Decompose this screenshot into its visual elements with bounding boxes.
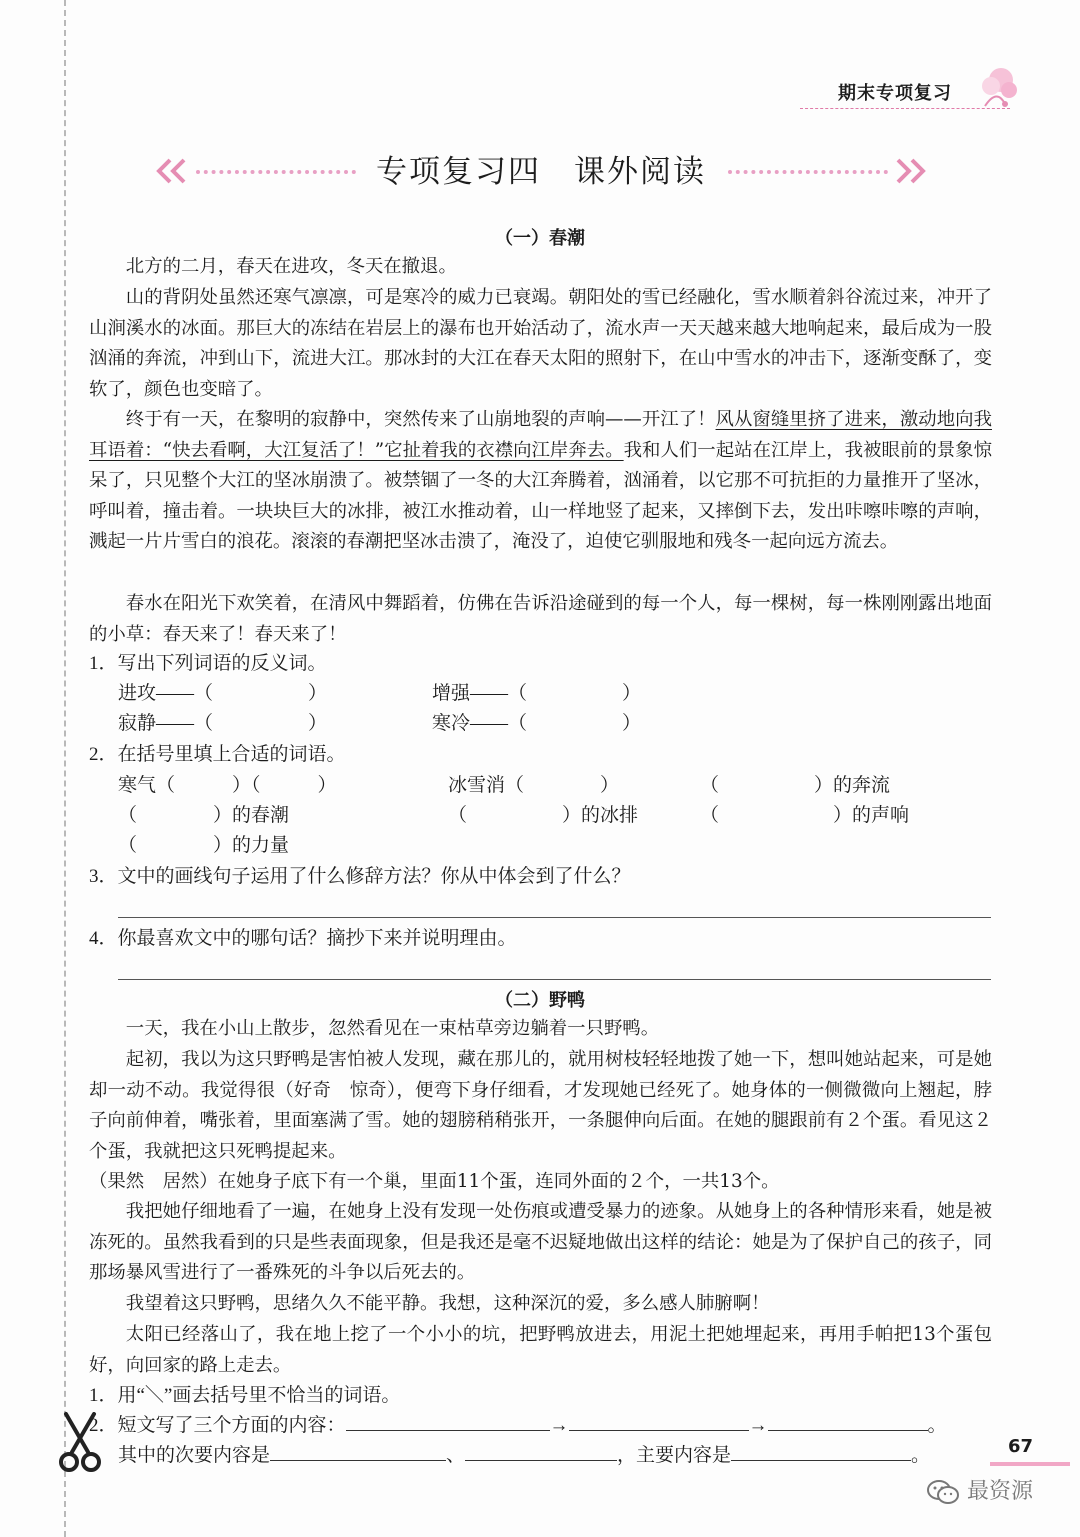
arrow: → <box>748 1415 768 1436</box>
section1-paragraph-2: 山的背阴处虽然还寒气凛凛，可是寒冷的威力已衰竭。朝阳处的雪已经融化，雪水顺着斜谷流过来，冲开了山涧溪水的冰面。那巨大的冻结在岩层上的瀑布也开始活动了，流水声一天天越来越大地响起来，最后成为一股汹涌的奔流，冲到山下，流进大江。那冰封的大江在春天太阳的照射下，在山中雪水的冲击下，逐渐变酥了，变软了，颜色也变暗了。 <box>89 287 992 400</box>
section2-paragraph-2-cont: （果然 居然）在她身子底下有一个巢，里面11个蛋，连同外面的２个，一共13个。 <box>89 1171 780 1192</box>
section2-paragraph-2: 起初，我以为这只野鸭是害怕被人发现，藏在那儿的，就用树枝轻轻地拨了她一下，想叫她站起来，可是她却一动不动。我觉得很（好奇 惊奇），便弯下身仔细看，才发现她已经死了。她身体的一侧微微向上翘起，脖子向前伸着，嘴张着，里面塞满了雪。她的翅膀稍稍张开，一条腿伸向后面。在她的腿跟前有２个蛋。看见这２个蛋，我就把这只死鸭提起来。 <box>89 1049 992 1162</box>
s1-question-4: 4．你最喜欢文中的哪句话？摘抄下来并说明理由。 <box>89 928 517 949</box>
answer-line[interactable] <box>118 979 991 980</box>
fill-item: （ ）的力量 <box>118 835 290 856</box>
period: 。 <box>927 1415 947 1436</box>
antonym-item: 寂静——（ ） <box>118 713 328 734</box>
flower-decoration-icon <box>975 66 1021 110</box>
q2-line2-b: ，主要内容是 <box>617 1445 732 1466</box>
double-chevron-left-icon <box>156 158 190 184</box>
s2-question-1: 1．用“＼”画去括号里不恰当的词语。 <box>89 1385 401 1406</box>
underlined-sentence: 风从窗缝里挤了进来，激动地向我耳语着：“快去看啊，大江复活了！”它扯着我的衣襟向江岸奔去。 <box>89 409 992 461</box>
title-dots-right <box>728 170 888 174</box>
double-chevron-right-icon <box>892 158 926 184</box>
watermark <box>926 1474 1033 1505</box>
section1-paragraph-3 <box>89 405 992 558</box>
wechat-icon <box>926 1479 960 1505</box>
page-title: 专项复习四 课外阅读 <box>376 154 706 190</box>
section2-paragraph-1: 一天，我在小山上散步，忽然看见在一束枯草旁边躺着一只野鸭。 <box>125 1018 660 1039</box>
section1-paragraph-4: 春水在阳光下欢笑着，在清风中舞蹈着，仿佛在告诉沿途碰到的每一个人，每一棵树，每一株刚刚露出地面的小草：春天来了！春天来了！ <box>89 593 992 645</box>
section2-paragraph-3: 我把她仔细地看了一遍，在她身上没有发现一处伤痕或遭受暴力的迹象。从她身上的各种情形来看，她是被冻死的。虽然我看到的只是些表面现象，但是我还是毫不迟疑地做出这样的结论：她是为了保护自己的孩子，同那场暴风雪进行了一番殊死的斗争以后死去的。 <box>89 1201 992 1284</box>
s1-question-3: 3．文中的画线句子运用了什么修辞方法？你从中体会到了什么？ <box>89 866 631 887</box>
section1-paragraph-1: 北方的二月，春天在进攻，冬天在撤退。 <box>125 256 457 277</box>
blank-line[interactable] <box>768 1412 928 1431</box>
antonym-item: 寒冷——（ ） <box>432 713 642 734</box>
p3-before: 终于有一天，在黎明的寂静中，突然传来了山崩地裂的声响——开江了！ <box>125 409 716 430</box>
page-number: 67 <box>1008 1436 1034 1457</box>
title-row <box>156 146 926 196</box>
page-number-bar <box>990 1462 1070 1466</box>
answer-line[interactable] <box>118 917 991 918</box>
fill-item: 冰雪消（ ） <box>448 775 620 796</box>
section2-title: （二）野鸭 <box>495 990 585 1011</box>
antonym-item: 增强——（ ） <box>432 683 642 704</box>
section2-paragraph-4: 我望着这只野鸭，思绪久久不能平静。我想，这种深沉的爱，多么感人肺腑啊！ <box>125 1293 770 1314</box>
fill-item: 寒气（ ）（ ） <box>118 775 337 796</box>
fill-item: （ ）的奔流 <box>700 775 891 796</box>
blank-line[interactable] <box>465 1442 617 1461</box>
q2-line2-a: 其中的次要内容是 <box>118 1445 271 1466</box>
s2-question-2 <box>89 1411 947 1441</box>
period: 。 <box>911 1445 931 1466</box>
s1-question-2: 2．在括号里填上合适的词语。 <box>89 744 346 765</box>
fill-item: （ ）的声响 <box>700 805 910 826</box>
blank-line[interactable] <box>569 1412 749 1431</box>
comma: 、 <box>446 1445 466 1466</box>
section2-paragraph-5: 太阳已经落山了，我在地上挖了一个小小的坑，把野鸭放进去，用泥土把她埋起来，再用手帕把13个蛋包好，向回家的路上走去。 <box>89 1324 992 1376</box>
header-label: 期末专项复习 <box>838 83 952 104</box>
watermark-text: 最资源 <box>967 1479 1034 1504</box>
fill-item: （ ）的冰排 <box>448 805 639 826</box>
p3-after: 我和人们一起站在江岸上，我被眼前的景象惊呆了，只见整个大江的坚冰崩溃了。被禁锢了一冬的大江奔腾着，汹涌着，以它那不可抗拒的力量推开了坚冰，呼叫着，撞击着。一块块巨大的冰排，被江水推动着，山一样地竖了起来，又摔倒下去，发出咔嚓咔嚓的声响，溅起一片片雪白的浪花。滚滚的春潮把坚冰击溃了，淹没了，迫使它驯服地和残冬一起向远方流去。 <box>89 439 992 553</box>
antonym-item: 进攻——（ ） <box>118 683 328 704</box>
section1-title: （一）春潮 <box>495 228 585 249</box>
blank-line[interactable] <box>270 1442 446 1461</box>
title-dots-left <box>196 170 356 174</box>
arrow: → <box>549 1415 569 1436</box>
s1-question-1: 1．写出下列词语的反义词。 <box>89 653 327 674</box>
blank-line[interactable] <box>731 1442 911 1461</box>
s2-question-2-line2 <box>118 1441 930 1471</box>
q2-prefix: 2．短文写了三个方面的内容： <box>89 1415 346 1436</box>
header-tag <box>800 66 1040 110</box>
fill-item: （ ）的春潮 <box>118 805 290 826</box>
blank-line[interactable] <box>346 1412 550 1431</box>
